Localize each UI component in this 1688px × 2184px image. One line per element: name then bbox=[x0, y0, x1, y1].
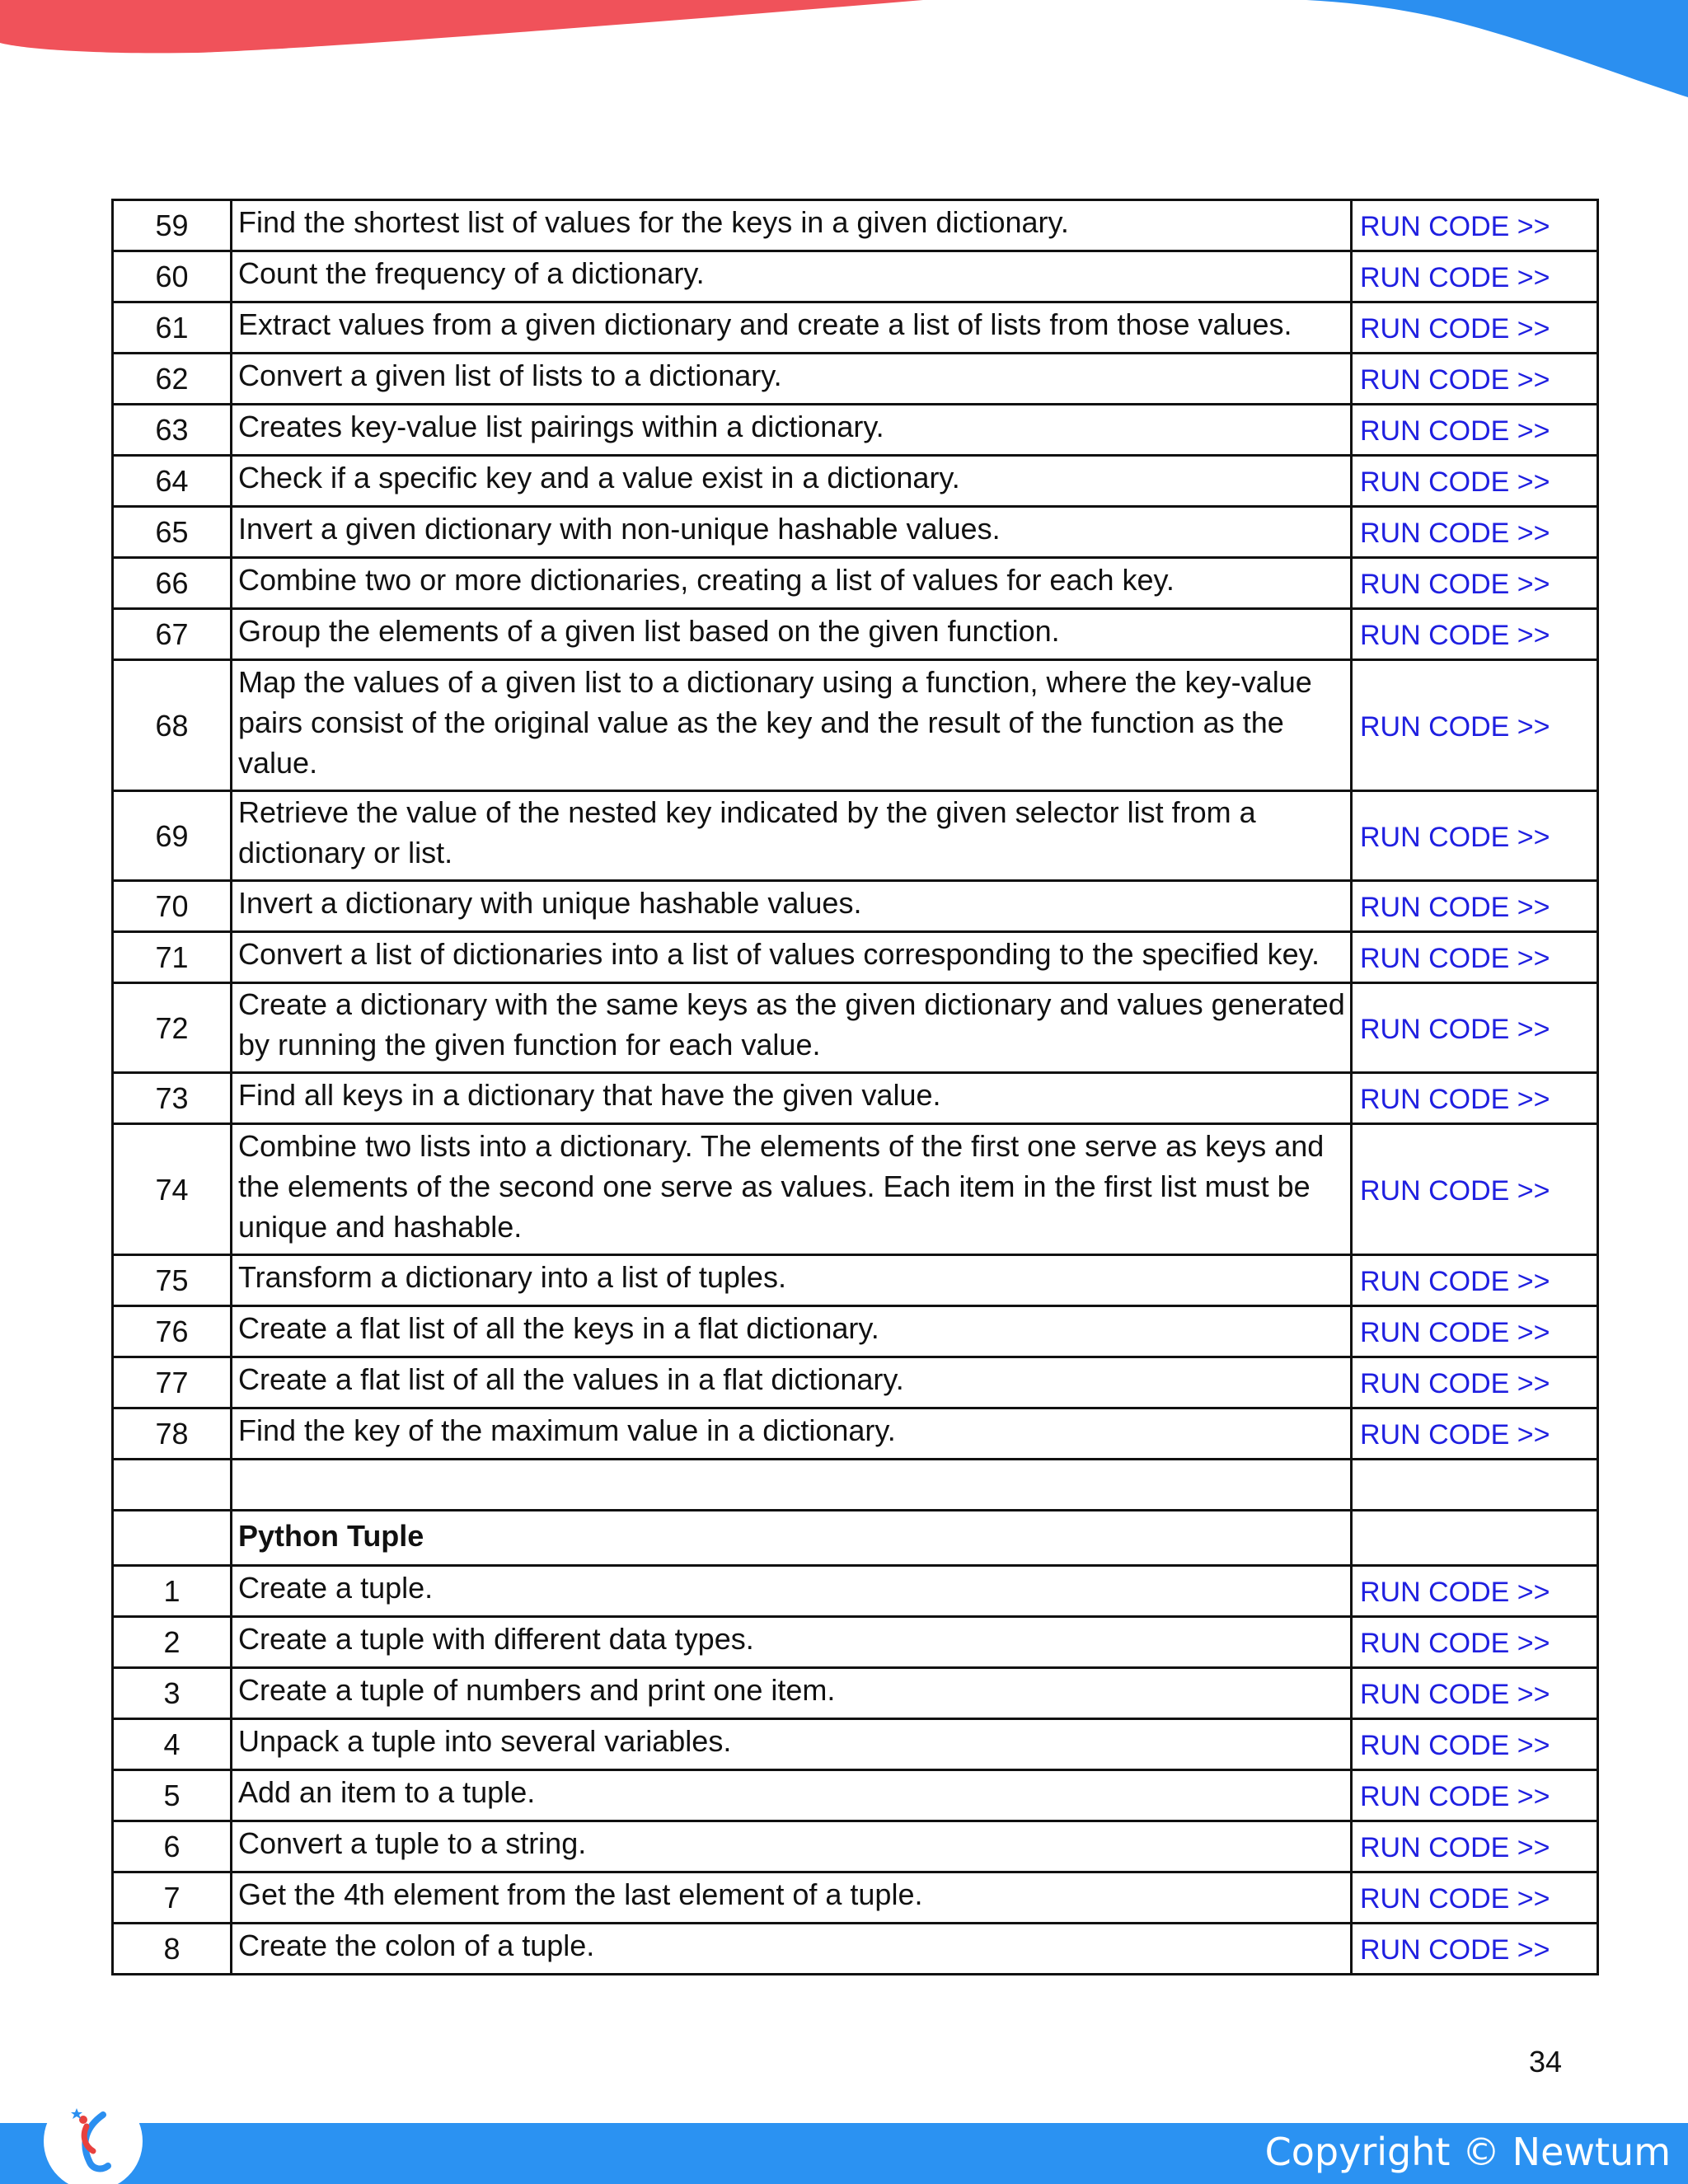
row-number: 72 bbox=[113, 983, 232, 1073]
row-description: Convert a tuple to a string. bbox=[232, 1821, 1352, 1872]
table-row bbox=[113, 1357, 1598, 1408]
newtum-logo-icon bbox=[44, 2092, 143, 2184]
run-code-link[interactable]: RUN CODE >> bbox=[1360, 569, 1550, 600]
table-row bbox=[113, 1872, 1598, 1924]
row-description: Get the 4th element from the last element of a tuple. bbox=[232, 1872, 1352, 1924]
table-row bbox=[113, 251, 1598, 302]
row-description: Creates key-value list pairings within a dictionary. bbox=[232, 405, 1352, 456]
row-description: Create a dictionary with the same keys as the given dictionary and values generated by running the given function for each value. bbox=[232, 983, 1352, 1073]
row-description: Check if a specific key and a value exist in a dictionary. bbox=[232, 456, 1352, 507]
row-description: Map the values of a given list to a dictionary using a function, where the key-value pairs consist of the original value as the key and the result of the function as the value. bbox=[232, 660, 1352, 791]
run-code-link[interactable]: RUN CODE >> bbox=[1360, 1883, 1550, 1915]
row-number: 63 bbox=[113, 405, 232, 456]
row-number: 75 bbox=[113, 1255, 232, 1306]
run-code-link[interactable]: RUN CODE >> bbox=[1360, 262, 1550, 293]
section-heading: Python Tuple bbox=[232, 1511, 1352, 1566]
run-code-link[interactable]: RUN CODE >> bbox=[1360, 1781, 1550, 1812]
header-wave-blue bbox=[1306, 0, 1688, 97]
run-code-link[interactable]: RUN CODE >> bbox=[1360, 1266, 1550, 1297]
run-code-link[interactable]: RUN CODE >> bbox=[1360, 466, 1550, 498]
row-description: Convert a list of dictionaries into a list of values corresponding to the specified key. bbox=[232, 932, 1352, 983]
row-description: Transform a dictionary into a list of tuples. bbox=[232, 1255, 1352, 1306]
table-row bbox=[113, 1668, 1598, 1719]
row-description: Combine two lists into a dictionary. The elements of the first one serve as keys and the elements of the second one serve as values. Each item in the first list must be unique and hashable. bbox=[232, 1124, 1352, 1255]
table-row bbox=[113, 302, 1598, 354]
table-row bbox=[113, 405, 1598, 456]
run-code-link[interactable]: RUN CODE >> bbox=[1360, 892, 1550, 923]
row-number: 1 bbox=[113, 1566, 232, 1617]
run-code-link[interactable]: RUN CODE >> bbox=[1360, 943, 1550, 974]
table-row bbox=[113, 609, 1598, 660]
run-code-link[interactable]: RUN CODE >> bbox=[1360, 1934, 1550, 1966]
row-description: Find all keys in a dictionary that have the given value. bbox=[232, 1073, 1352, 1124]
row-description: Retrieve the value of the nested key indicated by the given selector list from a dictionary or list. bbox=[232, 791, 1352, 881]
row-description: Find the key of the maximum value in a dictionary. bbox=[232, 1408, 1352, 1460]
blank-row bbox=[113, 1460, 1598, 1511]
row-description: Convert a given list of lists to a dictionary. bbox=[232, 354, 1352, 405]
table-row bbox=[113, 1770, 1598, 1821]
table-row bbox=[113, 507, 1598, 558]
run-code-link[interactable]: RUN CODE >> bbox=[1360, 1317, 1550, 1348]
header-wave-red bbox=[0, 0, 923, 53]
row-number: 76 bbox=[113, 1306, 232, 1357]
run-code-link[interactable]: RUN CODE >> bbox=[1360, 518, 1550, 549]
table-row bbox=[113, 1566, 1598, 1617]
table-row bbox=[113, 1924, 1598, 1975]
table-row bbox=[113, 932, 1598, 983]
row-description: Invert a given dictionary with non-unique hashable values. bbox=[232, 507, 1352, 558]
run-code-link[interactable]: RUN CODE >> bbox=[1360, 1174, 1550, 1207]
row-description: Find the shortest list of values for the keys in a given dictionary. bbox=[232, 200, 1352, 251]
row-number: 3 bbox=[113, 1668, 232, 1719]
run-code-link[interactable]: RUN CODE >> bbox=[1360, 620, 1550, 651]
row-description: Create a tuple of numbers and print one item. bbox=[232, 1668, 1352, 1719]
table-row bbox=[113, 1073, 1598, 1124]
row-description: Count the frequency of a dictionary. bbox=[232, 251, 1352, 302]
run-code-link[interactable]: RUN CODE >> bbox=[1360, 710, 1550, 743]
row-number: 78 bbox=[113, 1408, 232, 1460]
row-number: 8 bbox=[113, 1924, 232, 1975]
row-number: 69 bbox=[113, 791, 232, 881]
table-row bbox=[113, 1306, 1598, 1357]
run-code-link[interactable]: RUN CODE >> bbox=[1360, 364, 1550, 396]
row-number: 66 bbox=[113, 558, 232, 609]
section-heading-row bbox=[113, 1511, 1598, 1566]
run-code-link[interactable]: RUN CODE >> bbox=[1360, 1419, 1550, 1451]
table-row bbox=[113, 456, 1598, 507]
newtum-logo-svg bbox=[44, 2092, 143, 2184]
run-code-link[interactable]: RUN CODE >> bbox=[1360, 1013, 1550, 1045]
page-number: 34 bbox=[1529, 2045, 1563, 2079]
row-number: 61 bbox=[113, 302, 232, 354]
row-description: Unpack a tuple into several variables. bbox=[232, 1719, 1352, 1770]
row-number: 2 bbox=[113, 1617, 232, 1668]
row-number: 68 bbox=[113, 660, 232, 791]
row-number: 4 bbox=[113, 1719, 232, 1770]
row-description: Combine two or more dictionaries, creating a list of values for each key. bbox=[232, 558, 1352, 609]
table-row bbox=[113, 1821, 1598, 1872]
row-description: Invert a dictionary with unique hashable values. bbox=[232, 881, 1352, 932]
run-code-link[interactable]: RUN CODE >> bbox=[1360, 1084, 1550, 1115]
run-code-link[interactable]: RUN CODE >> bbox=[1360, 1832, 1550, 1863]
row-number: 6 bbox=[113, 1821, 232, 1872]
header-wave-decoration bbox=[0, 0, 1688, 107]
table-row bbox=[113, 881, 1598, 932]
run-code-link[interactable]: RUN CODE >> bbox=[1360, 313, 1550, 344]
run-code-link[interactable]: RUN CODE >> bbox=[1360, 821, 1550, 853]
row-number: 67 bbox=[113, 609, 232, 660]
table-row bbox=[113, 791, 1598, 881]
row-number: 7 bbox=[113, 1872, 232, 1924]
table-row bbox=[113, 983, 1598, 1073]
row-description: Add an item to a tuple. bbox=[232, 1770, 1352, 1821]
table-row bbox=[113, 1719, 1598, 1770]
run-code-link[interactable]: RUN CODE >> bbox=[1360, 1679, 1550, 1710]
row-number: 62 bbox=[113, 354, 232, 405]
run-code-link[interactable]: RUN CODE >> bbox=[1360, 415, 1550, 447]
row-number: 73 bbox=[113, 1073, 232, 1124]
row-description: Create a flat list of all the keys in a flat dictionary. bbox=[232, 1306, 1352, 1357]
row-description: Group the elements of a given list based on the given function. bbox=[232, 609, 1352, 660]
row-number: 60 bbox=[113, 251, 232, 302]
table-row bbox=[113, 1408, 1598, 1460]
row-number: 71 bbox=[113, 932, 232, 983]
run-code-link[interactable]: RUN CODE >> bbox=[1360, 1368, 1550, 1399]
row-number: 64 bbox=[113, 456, 232, 507]
row-description: Create a flat list of all the values in a flat dictionary. bbox=[232, 1357, 1352, 1408]
table-row bbox=[113, 1124, 1598, 1255]
run-code-link[interactable]: RUN CODE >> bbox=[1360, 211, 1550, 242]
row-number: 77 bbox=[113, 1357, 232, 1408]
row-number: 59 bbox=[113, 200, 232, 251]
table-row bbox=[113, 1617, 1598, 1668]
row-description: Create the colon of a tuple. bbox=[232, 1924, 1352, 1975]
table-row bbox=[113, 1255, 1598, 1306]
row-number: 70 bbox=[113, 881, 232, 932]
copyright-text: Copyright © Newtum bbox=[1264, 2130, 1671, 2174]
table-row bbox=[113, 354, 1598, 405]
row-description: Extract values from a given dictionary and create a list of lists from those values. bbox=[232, 302, 1352, 354]
run-code-link[interactable]: RUN CODE >> bbox=[1360, 1730, 1550, 1761]
run-code-link[interactable]: RUN CODE >> bbox=[1360, 1577, 1550, 1608]
row-number: 5 bbox=[113, 1770, 232, 1821]
table-row bbox=[113, 660, 1598, 791]
row-number: 74 bbox=[113, 1124, 232, 1255]
table-row bbox=[113, 558, 1598, 609]
row-number: 65 bbox=[113, 507, 232, 558]
row-description: Create a tuple. bbox=[232, 1566, 1352, 1617]
exercise-table bbox=[111, 199, 1599, 1975]
run-code-link[interactable]: RUN CODE >> bbox=[1360, 1628, 1550, 1659]
row-description: Create a tuple with different data types. bbox=[232, 1617, 1352, 1668]
table-row bbox=[113, 200, 1598, 251]
